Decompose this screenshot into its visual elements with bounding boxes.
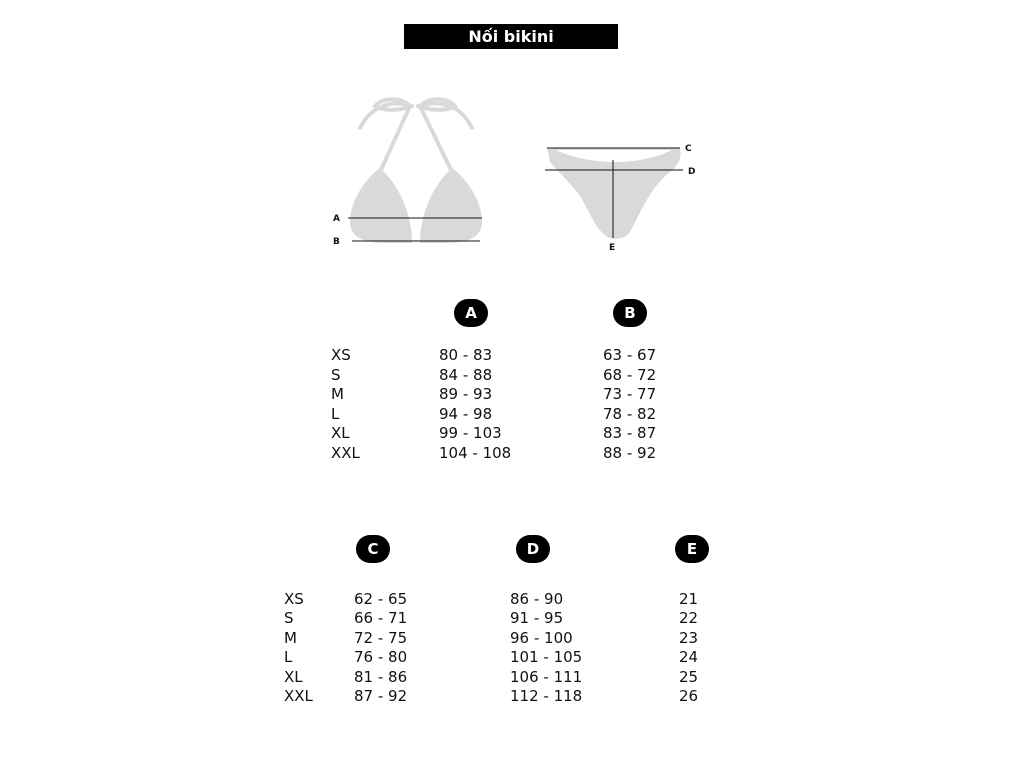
size-label: S xyxy=(284,609,294,627)
size-label: XXL xyxy=(331,444,360,462)
table-cell: 24 xyxy=(679,648,699,666)
column-header-d: D xyxy=(516,535,550,563)
size-label: S xyxy=(331,366,341,384)
diagram-label-d: D xyxy=(688,167,696,177)
table-cell: 73 - 77 xyxy=(603,385,657,403)
table-cell: 72 - 75 xyxy=(354,629,408,647)
table-cell: 112 - 118 xyxy=(510,687,583,705)
size-label: XXL xyxy=(284,687,313,705)
diagram-label-a: A xyxy=(333,214,340,224)
column-header-b: B xyxy=(613,299,647,327)
size-label: XS xyxy=(331,346,351,364)
bikini-bottom-diagram xyxy=(0,0,1024,300)
column-header-c: C xyxy=(356,535,390,563)
table-cell: 91 - 95 xyxy=(510,609,564,627)
size-label: M xyxy=(284,629,297,647)
table-cell: 66 - 71 xyxy=(354,609,408,627)
size-label: L xyxy=(331,405,340,423)
table-cell: 62 - 65 xyxy=(354,590,408,608)
table-cell: 101 - 105 xyxy=(510,648,583,666)
table-cell: 21 xyxy=(679,590,699,608)
diagram-label-c: C xyxy=(685,144,692,154)
table-cell: 99 - 103 xyxy=(439,424,502,442)
table-cell: 25 xyxy=(679,668,699,686)
table-cell: 104 - 108 xyxy=(439,444,512,462)
size-label: XL xyxy=(331,424,350,442)
diagram-label-b: B xyxy=(333,237,340,247)
table-cell: 106 - 111 xyxy=(510,668,583,686)
size-label: XL xyxy=(284,668,303,686)
table-cell: 83 - 87 xyxy=(603,424,657,442)
table-cell: 87 - 92 xyxy=(354,687,408,705)
table-cell: 89 - 93 xyxy=(439,385,493,403)
table-cell: 81 - 86 xyxy=(354,668,408,686)
table-cell: 94 - 98 xyxy=(439,405,493,423)
table-cell: 78 - 82 xyxy=(603,405,657,423)
size-label: M xyxy=(331,385,344,403)
diagram-label-e: E xyxy=(609,243,616,253)
size-label: XS xyxy=(284,590,304,608)
table-cell: 26 xyxy=(679,687,699,705)
table-cell: 63 - 67 xyxy=(603,346,657,364)
table-cell: 86 - 90 xyxy=(510,590,564,608)
page-title: Nối bikini xyxy=(404,24,618,49)
table-cell: 88 - 92 xyxy=(603,444,657,462)
column-header-a: A xyxy=(454,299,488,327)
table-cell: 22 xyxy=(679,609,699,627)
table-cell: 76 - 80 xyxy=(354,648,408,666)
size-label: L xyxy=(284,648,293,666)
table-cell: 96 - 100 xyxy=(510,629,573,647)
table-cell: 84 - 88 xyxy=(439,366,493,384)
table-cell: 23 xyxy=(679,629,699,647)
column-header-e: E xyxy=(675,535,709,563)
table-cell: 80 - 83 xyxy=(439,346,493,364)
table-cell: 68 - 72 xyxy=(603,366,657,384)
